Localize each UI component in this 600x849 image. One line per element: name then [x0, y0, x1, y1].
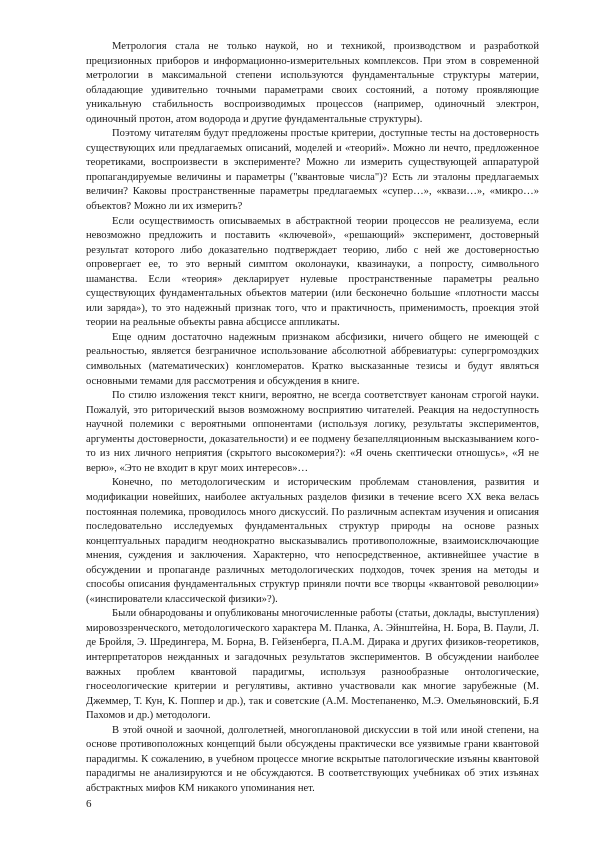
- paragraph-7: Были обнародованы и опубликованы многочисленные работы (статьи, доклады, выступления) мировоззренческого, методологического характера М. Планка, А. Эйнштейна, Н. Бора, В. Паули, Л. де Бройля, Э. Шредингера, М. Борна, В. Гейзенберга, П.А.М. Дирака и других физиков-теоретиков, интерпретаторов нежданных и загадочных результатов экспериментов. В обсуждении наиболее важных проблем квантовой парадигмы, используя разнообразные онтологические, гносеологические критерии и регулятивы, активно участвовали как многие зарубежные (М. Джеммер, Т. Кун, К. Поппер и др.), так и советские (А.М. Мостепаненко, М.Э. Омельяновский, Б.Я Пахомов и др.) методологи.: [86, 608, 539, 722]
- paragraph-2: Поэтому читателям будут предложены простые критерии, доступные тесты на достоверность существующих или предлагаемых описаний, моделей и «теорий». Можно ли нечто, предложенное теоретиками, воспроизвести в эксперименте? Можно ли измерить существующей аппаратурой пропагандируемые величины и параметры ("квантовые числа")? Есть ли эталоны предлагаемых величин? Каковы пространственные параметры предлагаемых «супер…», «квази…», «микро…» объектов? Можно ли их измерить?: [86, 128, 539, 213]
- paragraph-6: Конечно, по методологическим и историческим проблемам становления, развития и модификации новейших, наиболее актуальных разделов физики в течение всего ХХ века велась постоянная полемика, проводилось много дискуссий. По различным аспектам изучения и описания последовательно исследуемых фундаментальных структур природы на основе разных концептуальных парадигм неоднократно высказывались противоположные, взаимоисключающие мнения, суждения и заключения. Характерно, что непосредственное, активнейшее участие в обсуждении и пропаганде различных методологических подходов, точек зрения на методы и способы описания фундаментальных структур приняли почти все творцы «квантовой революции» («инспирователи классической физики»?).: [86, 477, 539, 605]
- paragraph-5: По стилю изложения текст книги, вероятно, не всегда соответствует канонам строгой науки. Пожалуй, это риторический вызов возможному восприятию читателей. Реакция на недоступность научной полемики с вероятными оппонентами (используя логику, результаты экспериментов, аргументы достоверности, доказательности) и ее подмену безапелляционным высказыванием кого-то из них личного неприятия (скрытого высокомерия?): «Я очень скептически отношусь», «Я не верю», «Это не входит в круг моих интересов»…: [86, 390, 539, 474]
- body-text: [86, 40, 539, 796]
- paragraph-8: В этой очной и заочной, долголетней, многоплановой дискуссии в той или иной степени, на основе противоположных концепций были обсуждены практически все уязвимые грани квантовой парадигмы. К сожалению, в учебном процессе многие вскрытые патологические изъяны квантовой парадигмы не анализируются и не обсуждаются. В соответствующих учебниках об этих изъянах абстрактных мифов КМ никакого упоминания нет.: [86, 724, 539, 794]
- paragraph-3: Если осуществимость описываемых в абстрактной теории процессов не реализуема, если невозможно предложить и поставить «ключевой», «решающий» эксперимент, достоверный результат которого либо доказательно подтверждает теорию, либо с ней же достоверностью опровергает ее, то это верный симптом околонауки, квазинауки, а попросту, символьного шаманства. Если «теория» декларирует нулевые пространственные параметры реально существующих фундаментальных объектов материи (или бесконечно большие «плотности массы или заряда»), то это надежный признак того, что и практичность, применимость, проекция этой теории на реальные объекты равна абсциссе аппликаты.: [86, 215, 539, 329]
- paragraph-1: Метрология стала не только наукой, но и техникой, производством и разработкой прецизионных приборов и информационно-измерительных комплексов. При этом в современной метрологии в максимальной степени используются фундаментальные структуры материи, обладающие удивительно точными параметрами своих состояний, а потому проявляющие уникальную стабильность воспроизводимых процессов (например, одиночный электрон, одиночный протон, атом водорода и другие фундаментальные структуры).: [86, 41, 539, 125]
- page-number: 6: [86, 798, 92, 810]
- paragraph-4: Еще одним достаточно надежным признаком абсфизики, ничего общего не имеющей с реальностью, является безграничное использование абсолютной аббревиатуры: супергромоздких символьных (математических) конгломератов. Кратко высказанные тезисы и будут являться основными темами для рассмотрения и обсуждения в книге.: [86, 331, 539, 387]
